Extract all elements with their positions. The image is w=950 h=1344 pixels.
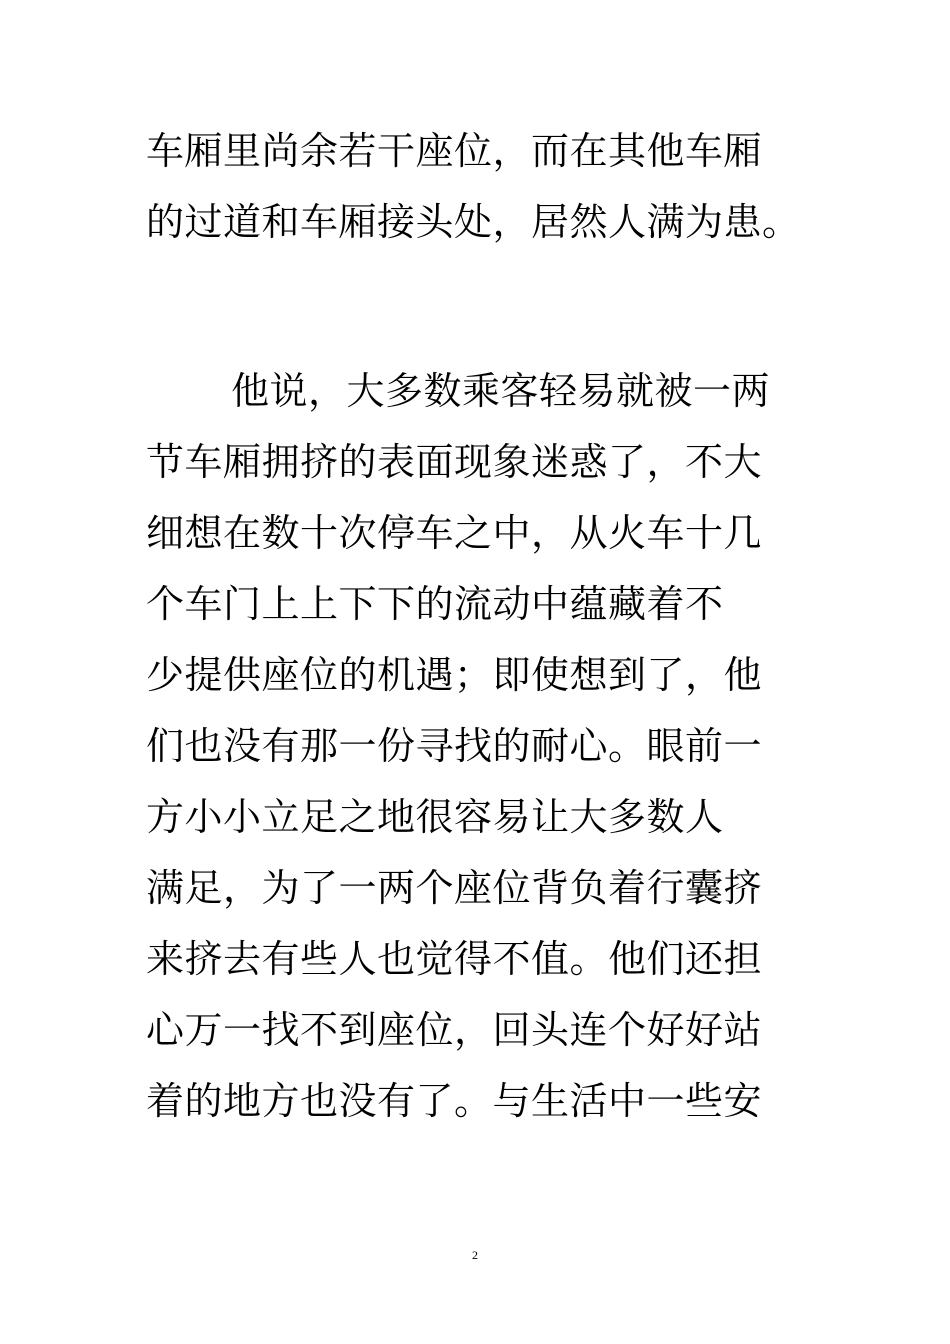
text-line-12: 心万一找不到座位，回头连个好好站: [146, 1008, 763, 1052]
text-line-9: 方小小立足之地很容易让大多数人: [146, 795, 724, 839]
text-line-10: 满足，为了一两个座位背负着行囊挤: [146, 866, 763, 910]
text-line-2: 的过道和车厢接头处，居然人满为患。: [146, 200, 801, 244]
text-line-7: 少提供座位的机遇；即使想到了，他: [146, 653, 763, 697]
text-line-3: 他说，大多数乘客轻易就被一两: [231, 369, 771, 413]
text-line-11: 来挤去有些人也觉得不值。他们还担: [146, 937, 763, 981]
text-line-6: 个车门上上下下的流动中蕴藏着不: [146, 582, 724, 626]
page-number: 2: [472, 1248, 478, 1262]
text-line-5: 细想在数十次停车之中，从火车十几: [146, 511, 763, 555]
text-line-1: 车厢里尚余若干座位，而在其他车厢: [146, 129, 763, 173]
text-line-4: 节车厢拥挤的表面现象迷惑了，不大: [146, 440, 763, 484]
text-line-13: 着的地方也没有了。与生活中一些安: [146, 1079, 763, 1123]
text-line-8: 们也没有那一份寻找的耐心。眼前一: [146, 724, 763, 768]
